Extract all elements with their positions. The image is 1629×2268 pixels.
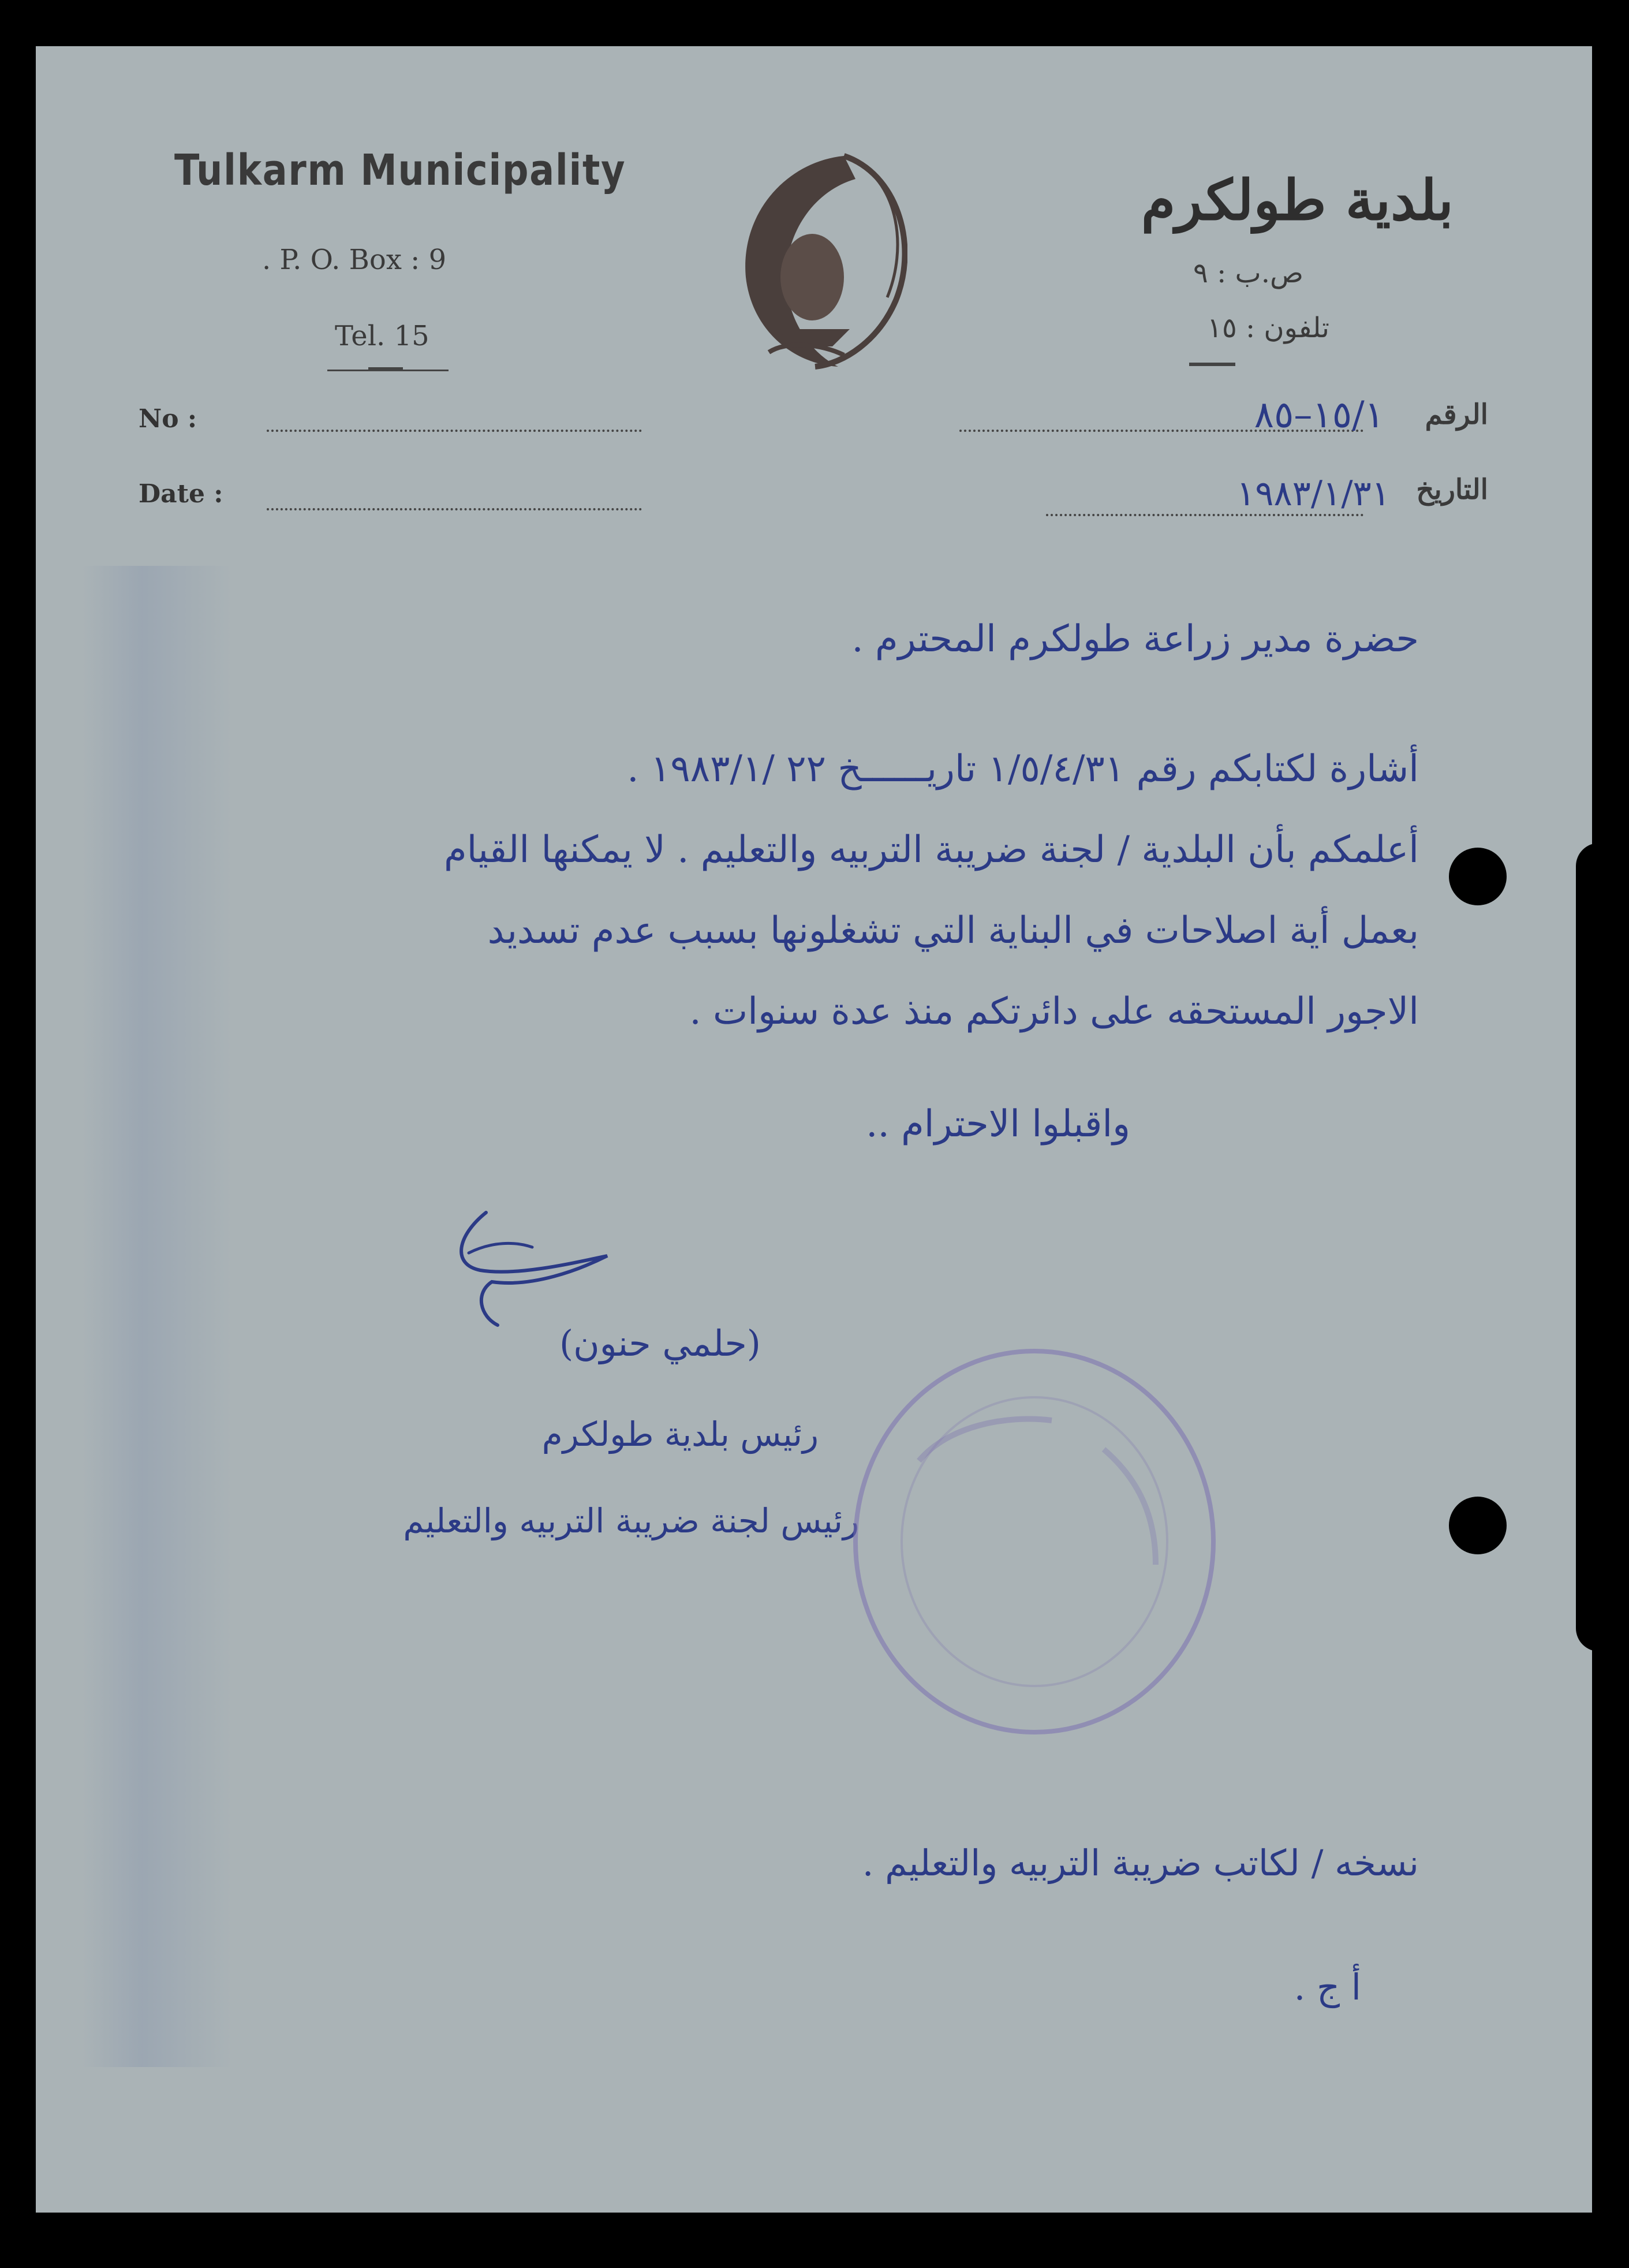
signatory-name: (حلمي حنون) (559, 1322, 761, 1364)
letterhead-english-tel: Tel. 15 (335, 320, 429, 352)
punch-hole (1449, 1497, 1507, 1554)
official-stamp (832, 1334, 1236, 1750)
divider (1189, 363, 1235, 366)
paper-edge-shadow (1576, 843, 1592, 1651)
letter-paper (36, 46, 1592, 2213)
date-dotted-line (267, 508, 642, 510)
no-label: No : (139, 404, 197, 434)
letter-date: ١٩٨٣/١/٣١ (1236, 473, 1390, 514)
reference-number: ١٥/١–٨٥ (1254, 394, 1384, 437)
date-label: Date : (139, 479, 223, 509)
no-dotted-line (267, 430, 642, 432)
body-line-1: أشارة لكتابكم رقم ١/٥/٤/٣١ تاريــــــخ ٢٢ /١٩٨٣/١ . (627, 748, 1419, 790)
addressee: حضرة مدير زراعة طولكرم المحترم . (851, 618, 1419, 661)
letterhead-arabic-tel: تلفون : ١٥ (1207, 312, 1329, 344)
body-line-3: بعمل أية اصلاحات في البناية التي تشغلونها بسبب عدم تسديد (487, 909, 1419, 952)
divider (368, 367, 403, 371)
crescent-logo-icon (700, 139, 907, 381)
closing: واقبلوا الاحترام .. (866, 1103, 1130, 1146)
ar-date-dotted-line (1046, 514, 1363, 516)
signatory-title-1: رئيس بلدية طولكرم (541, 1415, 819, 1454)
signatory-title-2: رئيس لجنة ضريبة التربيه والتعليم (403, 1501, 859, 1540)
initials: أ ج . (1294, 1966, 1361, 2008)
letterhead-english-pobox: . P. O. Box : 9 (262, 244, 447, 276)
letterhead-english-name: Tulkarm Municipality (174, 146, 626, 195)
copy-to: نسخه / لكاتب ضريبة التربيه والتعليم . (862, 1842, 1419, 1884)
ar-date-label: التاريخ (1416, 473, 1488, 506)
letterhead-arabic-pobox: ص.ب : ٩ (1193, 257, 1303, 289)
body-line-4: الاجور المستحقه على دائرتكم منذ عدة سنوات . (689, 990, 1419, 1033)
punch-hole (1449, 848, 1507, 905)
letterhead-arabic-name: بلدية طولكرم (1141, 167, 1454, 233)
body-line-2: أعلمكم بأن البلدية / لجنة ضريبة التربيه والتعليم . لا يمكنها القيام (444, 829, 1419, 871)
ar-no-label: الرقم (1425, 398, 1488, 431)
